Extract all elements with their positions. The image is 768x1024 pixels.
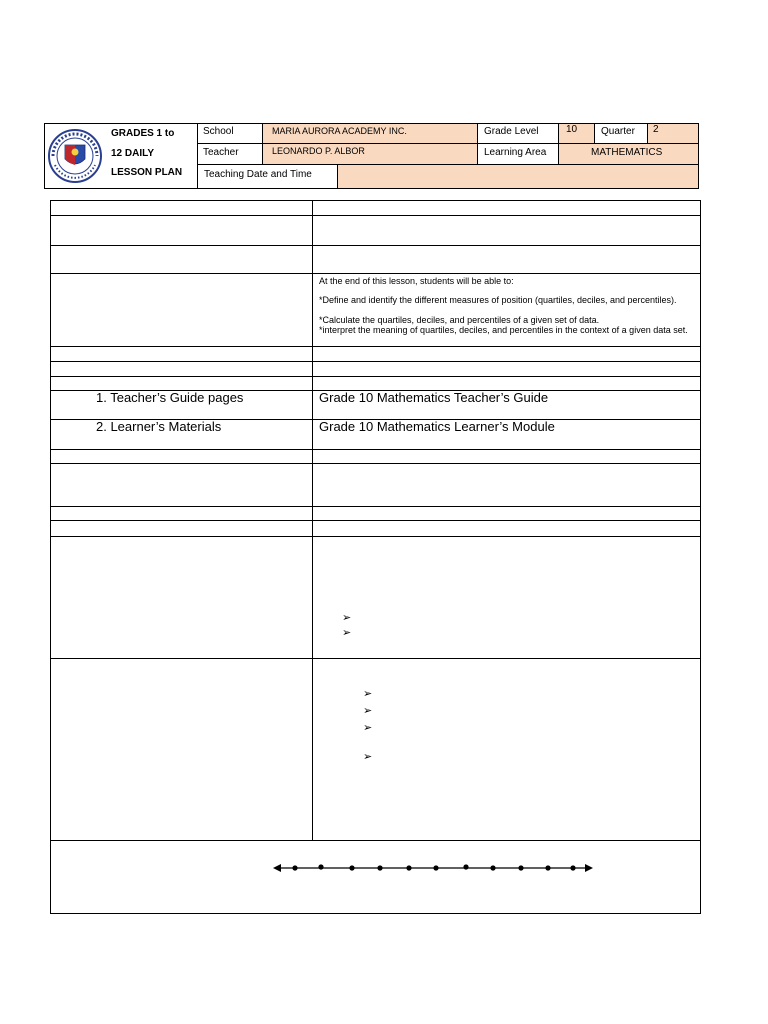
deped-seal-logo [47, 125, 103, 187]
quarter-value: 2 [653, 124, 659, 135]
teacher-label: Teacher [203, 147, 239, 158]
arrow-bullet-icon: ➢ [363, 722, 373, 734]
row-divider [50, 346, 700, 347]
learning-area-value: MATHEMATICS [591, 147, 663, 158]
objectives-intro: At the end of this lesson, students will be able to: [319, 276, 514, 286]
school-label: School [203, 126, 234, 137]
number-line-point [292, 865, 297, 870]
teaching-date-value-cell [337, 164, 699, 189]
row-divider [50, 506, 700, 507]
number-line-point [406, 865, 411, 870]
title-line-2: 12 DAILY [111, 148, 154, 159]
main-table-frame [50, 200, 701, 914]
teacher-value: LEONARDO P. ALBOR [272, 146, 365, 156]
school-value: MARIA AURORA ACADEMY INC. [272, 126, 407, 136]
number-line-point [433, 865, 438, 870]
teachers-guide-label: 1. Teacher’s Guide pages [96, 390, 244, 405]
objective-item-1: *Define and identify the different measures of position (quartiles, deciles, and percentiles). [319, 295, 677, 305]
row-divider [50, 361, 700, 362]
row-divider [50, 449, 700, 450]
number-line-point [463, 864, 468, 869]
objective-item-2: *Calculate the quartiles, deciles, and percentiles of a given set of data. [319, 315, 600, 325]
row-divider [50, 520, 700, 521]
grade-level-value: 10 [566, 124, 578, 135]
row-divider [50, 536, 700, 537]
right-arrow-icon [585, 864, 593, 872]
arrow-bullet-icon: ➢ [342, 612, 352, 624]
quarter-label: Quarter [601, 126, 635, 137]
objective-item-3: *interpret the meaning of quartiles, deciles, and percentiles in the context of a given data set. [319, 325, 688, 335]
learning-area-label: Learning Area [484, 147, 547, 158]
left-arrow-icon [273, 864, 281, 872]
number-line-point [518, 865, 523, 870]
number-line-point [318, 864, 323, 869]
arrow-bullet-icon: ➢ [363, 751, 373, 763]
number-line-point [377, 865, 382, 870]
grade-level-label: Grade Level [484, 126, 539, 137]
number-line-point [490, 865, 495, 870]
learners-materials-value: Grade 10 Mathematics Learner’s Module [319, 419, 555, 434]
row-divider [50, 376, 700, 377]
row-divider [50, 840, 700, 841]
number-line-point [349, 865, 354, 870]
arrow-bullet-icon: ➢ [342, 627, 352, 639]
title-line-1: GRADES 1 to [111, 128, 175, 139]
row-divider [50, 215, 700, 216]
title-line-3: LESSON PLAN [111, 167, 183, 178]
number-line-point [545, 865, 550, 870]
row-divider [50, 273, 700, 274]
teaching-date-label: Teaching Date and Time [204, 169, 312, 180]
number-line-graphic [270, 860, 596, 876]
row-divider [50, 463, 700, 464]
learners-materials-label: 2. Learner’s Materials [96, 419, 222, 434]
row-divider [50, 658, 700, 659]
row-divider [50, 245, 700, 246]
number-line-point [570, 865, 575, 870]
arrow-bullet-icon: ➢ [363, 705, 373, 717]
teachers-guide-value: Grade 10 Mathematics Teacher’s Guide [319, 390, 549, 405]
arrow-bullet-icon: ➢ [363, 688, 373, 700]
